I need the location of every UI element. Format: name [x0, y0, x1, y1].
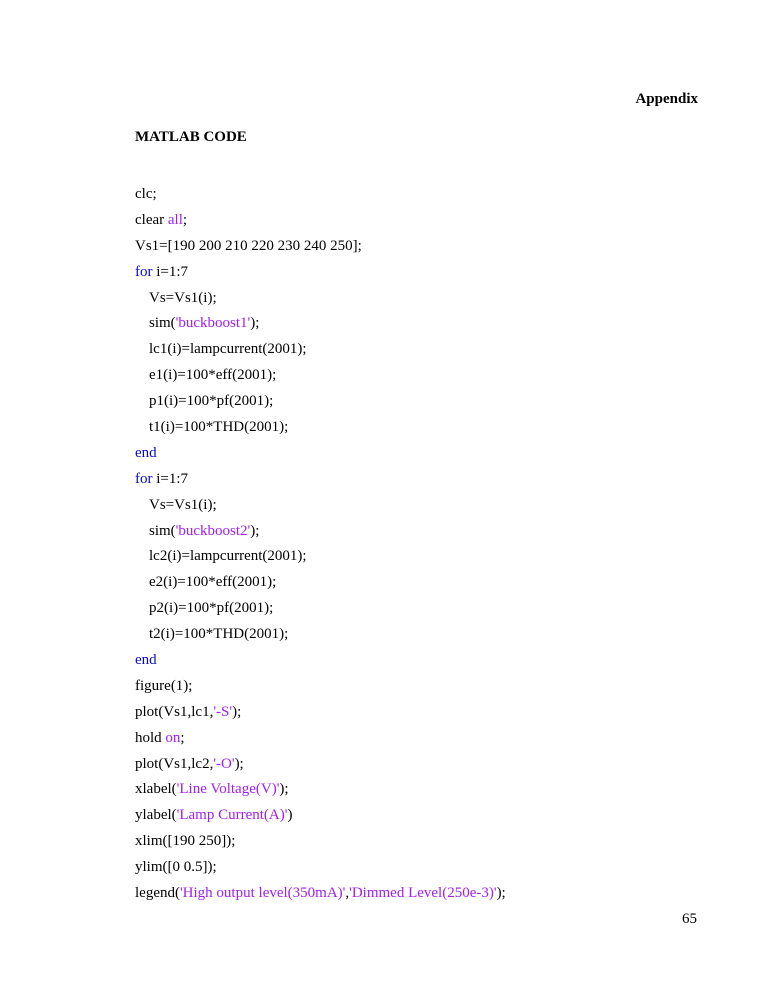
code-line: [135, 391, 506, 417]
code-line: [135, 469, 506, 495]
code-line: [135, 184, 506, 210]
code-string: '-S': [213, 703, 233, 720]
code-line: [135, 754, 506, 780]
code-string: 'Lamp Current(A)': [176, 807, 288, 824]
code-line: [135, 236, 506, 262]
code-text: );: [279, 781, 289, 798]
code-text: p1(i)=100*pf(2001);: [149, 393, 274, 410]
code-line: [135, 805, 506, 831]
appendix-heading: Appendix: [635, 91, 698, 107]
code-text: xlabel(: [135, 781, 177, 798]
code-string: 'buckboost1': [175, 315, 251, 332]
code-line: [135, 572, 506, 598]
code-string: all: [167, 211, 183, 228]
code-text: xlim([190 250]);: [135, 833, 236, 850]
code-line: [135, 443, 506, 469]
code-block: [135, 184, 506, 909]
code-text: ,: [345, 885, 350, 902]
code-text: hold: [135, 729, 166, 746]
code-string: 'High output level(350mA)': [179, 885, 346, 902]
code-text: sim(: [149, 315, 176, 332]
code-text: );: [496, 885, 506, 902]
code-text: );: [232, 703, 242, 720]
code-text: i=1:7: [152, 263, 189, 280]
code-text: );: [250, 522, 260, 539]
code-line: [135, 857, 506, 883]
code-text: clear: [135, 211, 168, 228]
code-text: plot(Vs1,lc1,: [135, 703, 214, 720]
code-line: [135, 546, 506, 572]
code-text: lc2(i)=lampcurrent(2001);: [149, 548, 307, 565]
code-line: [135, 702, 506, 728]
code-text: sim(: [149, 522, 176, 539]
code-text: p2(i)=100*pf(2001);: [149, 600, 274, 617]
code-line: [135, 339, 506, 365]
code-text: legend(: [135, 885, 180, 902]
code-line: [135, 650, 506, 676]
code-line: [135, 676, 506, 702]
code-text: );: [234, 755, 244, 772]
code-text: ylabel(: [135, 807, 177, 824]
code-string: 'Dimmed Level(250e-3)': [349, 885, 497, 902]
code-text: t2(i)=100*THD(2001);: [149, 626, 289, 643]
code-string: 'buckboost2': [175, 522, 251, 539]
code-line: [135, 624, 506, 650]
code-text: i=1:7: [152, 470, 189, 487]
code-text: Vs1=[190 200 210 220 230 240 250];: [135, 237, 362, 254]
code-keyword: end: [135, 444, 157, 461]
code-string: '-O': [213, 755, 235, 772]
code-text: e1(i)=100*eff(2001);: [149, 367, 277, 384]
code-line: [135, 883, 506, 909]
code-text: t1(i)=100*THD(2001);: [149, 419, 289, 436]
code-text: ;: [180, 729, 185, 746]
section-title: MATLAB CODE: [135, 129, 247, 145]
code-text: plot(Vs1,lc2,: [135, 755, 214, 772]
code-text: ylim([0 0.5]);: [135, 859, 217, 876]
code-text: ;: [182, 211, 188, 228]
code-keyword: for: [135, 263, 153, 280]
code-line: [135, 262, 506, 288]
code-line: [135, 521, 506, 547]
code-text: clc;: [135, 186, 157, 202]
code-text: e2(i)=100*eff(2001);: [149, 574, 277, 591]
page-number: 65: [682, 911, 697, 927]
code-keyword: end: [135, 652, 157, 669]
code-text: Vs=Vs1(i);: [149, 496, 217, 513]
code-string: on: [165, 729, 181, 746]
code-text: );: [250, 315, 260, 332]
code-string: 'Line Voltage(V)': [176, 781, 280, 798]
code-line: [135, 288, 506, 314]
code-line: [135, 831, 506, 857]
code-text: figure(1);: [135, 677, 193, 694]
code-keyword: for: [135, 470, 153, 487]
code-line: [135, 598, 506, 624]
code-line: [135, 313, 506, 339]
code-line: [135, 728, 506, 754]
code-line: [135, 210, 506, 236]
code-line: [135, 779, 506, 805]
code-text: Vs=Vs1(i);: [149, 289, 217, 306]
code-line: [135, 417, 506, 443]
code-line: [135, 495, 506, 521]
code-line: [135, 365, 506, 391]
code-text: ): [287, 807, 293, 824]
code-text: lc1(i)=lampcurrent(2001);: [149, 341, 307, 358]
